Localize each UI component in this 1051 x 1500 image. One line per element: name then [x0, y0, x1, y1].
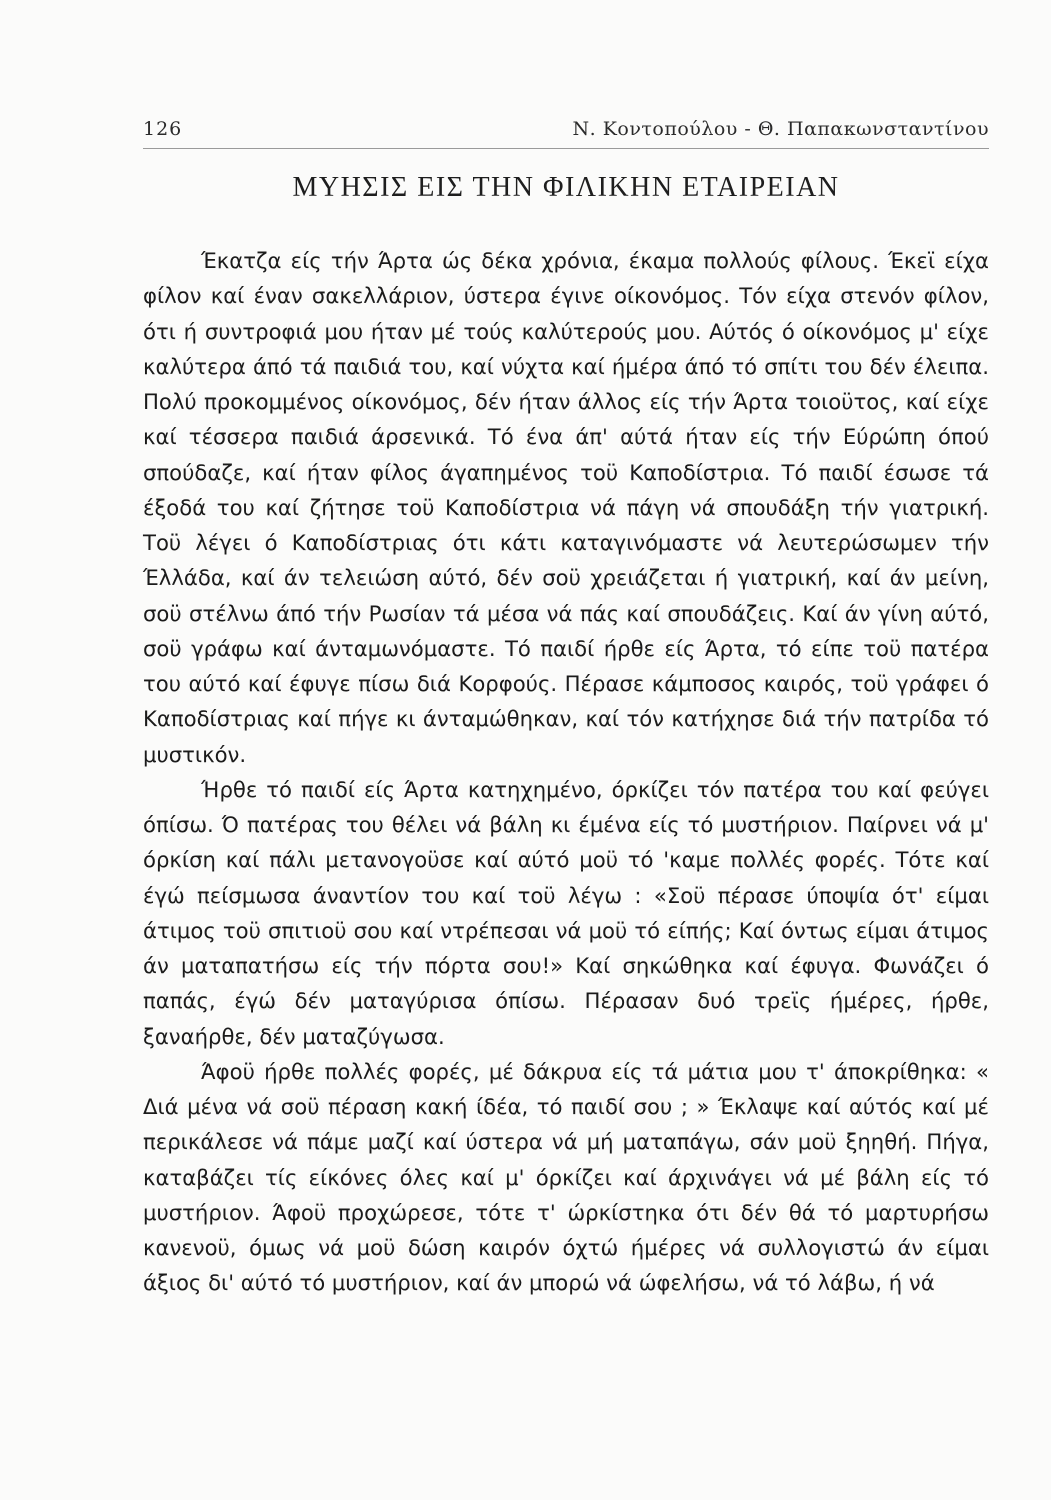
paragraph: Ήρθε τό παιδί είς Άρτα κατηχημένο, όρκίζει τόν πατέρα του καί φεύγει όπίσω. Ό πατέρας του θέλει νά βάλη κι έμένα είς τό μυστήριον. Παίρνει νά μ' όρκίση καί πάλι μετανογοϋσε καί αύτό μοϋ τό 'καμε πολλές φορές. Τότε καί έγώ πείσμωσα άναντίον του καί τοϋ λέγω : «Σοϋ πέρασε ύποψία ότ' είμαι άτιμος τοϋ σπιτιοϋ σου καί ντρέπεσαι νά μοϋ τό είπής; Καί όντως είμαι άτιμος άν ματαπατήσω είς τήν πόρτα σου!» Καί σηκώθηκα καί έφυγα. Φωνάζει ό παπάς, έγώ δέν ματαγύρισα όπίσω. Πέρασαν δυό τρεϊς ήμέρες, ήρθε, ξαναήρθε, δέν ματαζύγωσα.	[143, 776, 989, 1049]
running-head-author: Ν. Κοντοπούλου - Θ. Παπακωνσταντίνου	[572, 118, 989, 140]
page-number: 126	[143, 118, 183, 140]
running-head	[143, 118, 989, 148]
paragraph: Έκατζα είς τήν Άρτα ώς δέκα χρόνια, έκαμα πολλούς φίλους. Έκεϊ είχα φίλον καί έναν σακελλάριον, ύστερα έγινε οίκονόμος. Τόν είχα στενόν φίλον, ότι ή συντροφιά μου ήταν μέ τούς καλύτερούς μου. Αύτός ό οίκονόμος μ' είχε καλύτερα άπό τά παιδιά του, καί νύχτα καί ήμέρα άπό τό σπίτι του δέν έλειπα. Πολύ προκομμένος οίκονόμος, δέν ήταν άλλος είς τήν Άρτα τοιοϋτος, καί είχε καί τέσσερα παιδιά άρσενικά. Τό ένα άπ' αύτά ήταν είς τήν Εύρώπη όπού σπούδαζε, καί ήταν φίλος άγαπημένος τοϋ Καποδίστρια. Τό παιδί έσωσε τά έξοδά του καί ζήτησε τοϋ Καποδίστρια νά πάγη νά σπουδάξη τήν γιατρική. Τοϋ λέγει ό Καποδίστριας ότι κάτι καταγινόμαστε νά λευτερώσωμεν τήν Έλλάδα, καί άν τελειώση αύτό, δέν σοϋ χρειάζεται ή γιατρική, καί άν μείνη, σοϋ στέλνω άπό τήν Ρωσίαν τά μέσα νά πάς καί σπουδάζεις. Καί άν γίνη αύτό, σοϋ γράφω καί άνταμωνόμαστε. Τό παιδί ήρθε είς Άρτα, τό είπε τοϋ πατέρα του αύτό καί έφυγε πίσω διά Κορφούς. Πέρασε κάμποσος καιρός, τοϋ γράφει ό Καποδίστριας καί πήγε κι άνταμώθηκαν, καί τόν κατήχησε διά τήν πατρίδα τό μυστικόν.	[143, 248, 989, 767]
body-text	[143, 243, 989, 1301]
chapter-title: ΜΥΗΣΙΣ ΕΙΣ ΤΗΝ ΦΙΛΙΚΗΝ ΕΤΑΙΡΕΙΑΝ	[292, 172, 840, 203]
header-divider	[143, 148, 989, 149]
paragraph: Άφοϋ ήρθε πολλές φορές, μέ δάκρυα είς τά μάτια μου τ' άποκρίθηκα: « Διά μένα νά σοϋ πέραση κακή ίδέα, τό παιδί σου ; » Έκλαψε καί αύτός καί μέ περικάλεσε νά πάμε μαζί καί ύστερα νά μή ματαπάγω, σάν μοϋ ξηηθή. Πήγα, καταβάζει τίς είκόνες όλες καί μ' όρκίζει καί άρχινάγει νά μέ βάλη είς τό μυστήριον. Άφοϋ προχώρεσε, τότε τ' ώρκίστηκα ότι δέν θά τό μαρτυρήσω κανενοϋ, όμως νά μοϋ δώση καιρόν όχτώ ήμέρες νά συλλογιστώ άν είμαι άξιος δι' αύτό τό μυστήριον, καί άν μπορώ νά ώφελήσω, νά τό λάβω, ή νά	[143, 1058, 989, 1296]
